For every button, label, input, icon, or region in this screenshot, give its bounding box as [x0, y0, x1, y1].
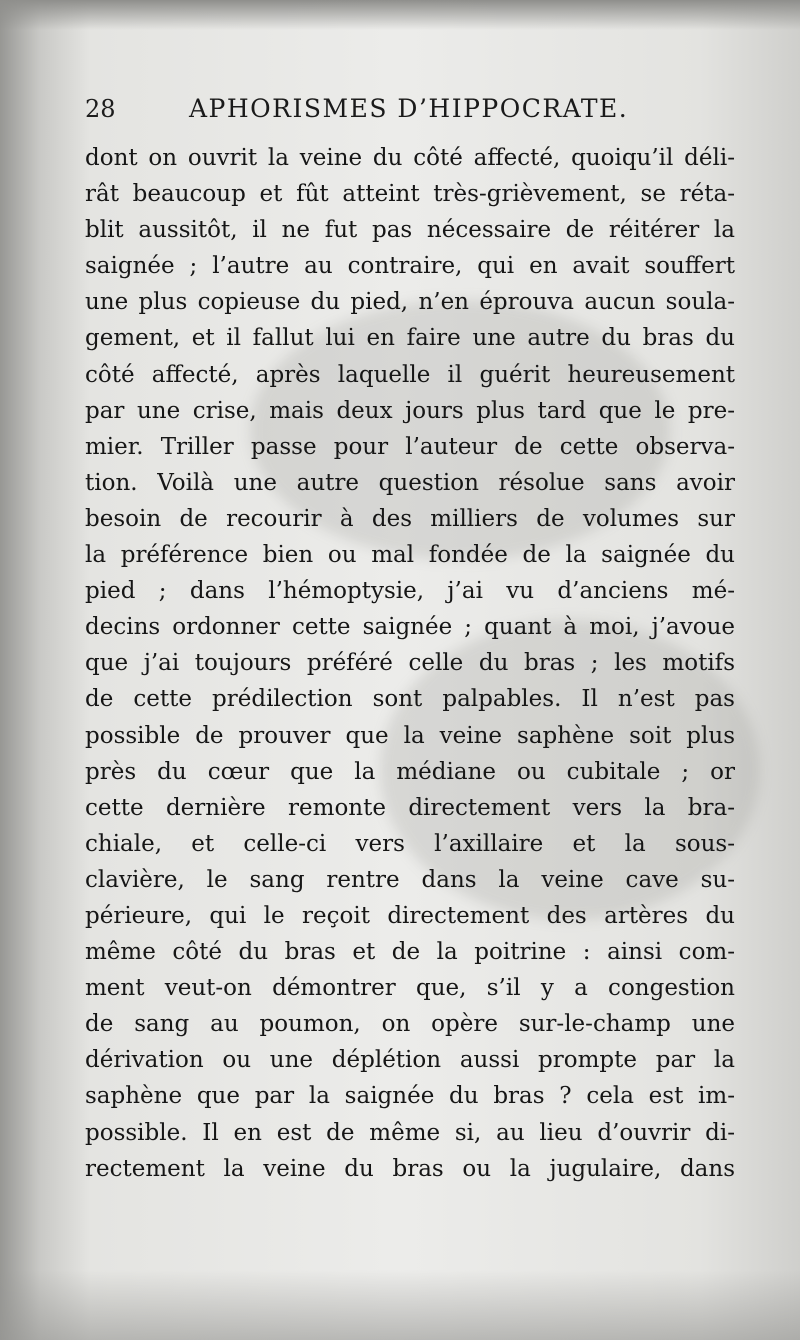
text-line: même côté du bras et de la poitrine : ainsi com-: [85, 939, 735, 966]
page-number: 28: [85, 95, 116, 123]
text-line: près du cœur que la médiane ou cubitale ; or: [85, 758, 735, 785]
text-line: de cette prédilection sont palpables. Il n’est pas: [85, 686, 735, 713]
text-line: par une crise, mais deux jours plus tard que le pre-: [85, 397, 735, 424]
text-line: une plus copieuse du pied, n’en éprouva aucun soula-: [85, 289, 735, 316]
text-line: clavière, le sang rentre dans la veine cave su-: [85, 866, 735, 893]
text-line: rectement la veine du bras ou la jugulaire, dans: [85, 1155, 735, 1182]
text-line: que j’ai toujours préféré celle du bras ; les motifs: [85, 650, 735, 677]
running-title: APHORISMES D’HIPPOCRATE.: [189, 94, 629, 123]
text-line: la préférence bien ou mal fondée de la saignée du: [85, 542, 735, 569]
text-line: decins ordonner cette saignée ; quant à moi, j’avoue: [85, 614, 735, 641]
text-line: saignée ; l’autre au contraire, qui en avait souffert: [85, 253, 735, 280]
text-line: possible. Il en est de même si, au lieu d’ouvrir di-: [85, 1119, 735, 1146]
text-line: périeure, qui le reçoit directement des artères du: [85, 902, 735, 929]
text-line: saphène que par la saignée du bras ? cela est im-: [85, 1083, 735, 1110]
text-line: chiale, et celle-ci vers l’axillaire et la sous-: [85, 830, 735, 857]
page-header: [85, 92, 745, 126]
text-line: blit aussitôt, il ne fut pas nécessaire de réitérer la: [85, 217, 735, 244]
body-text: [85, 140, 735, 1187]
text-line: pied ; dans l’hémoptysie, j’ai vu d’anciens mé-: [85, 578, 735, 605]
text-line: de sang au poumon, on opère sur-le-champ une: [85, 1011, 735, 1038]
text-line: cette dernière remonte directement vers la bra-: [85, 794, 735, 821]
text-line: besoin de recourir à des milliers de volumes sur: [85, 505, 735, 532]
text-line: possible de prouver que la veine saphène soit plus: [85, 722, 735, 749]
text-line: tion. Voilà une autre question résolue sans avoir: [85, 469, 735, 496]
text-line: dérivation ou une déplétion aussi prompte par la: [85, 1047, 735, 1074]
text-line: dont on ouvrit la veine du côté affecté, quoiqu’il déli-: [85, 145, 735, 171]
text-line: ment veut-on démontrer que, s’il y a congestion: [85, 975, 735, 1002]
text-line: mier. Triller passe pour l’auteur de cette observa-: [85, 433, 735, 460]
text-line: rât beaucoup et fût atteint très-grièvement, se réta-: [85, 181, 735, 208]
text-line: côté affecté, après laquelle il guérit heureusement: [85, 361, 735, 388]
text-line: gement, et il fallut lui en faire une autre du bras du: [85, 325, 735, 352]
